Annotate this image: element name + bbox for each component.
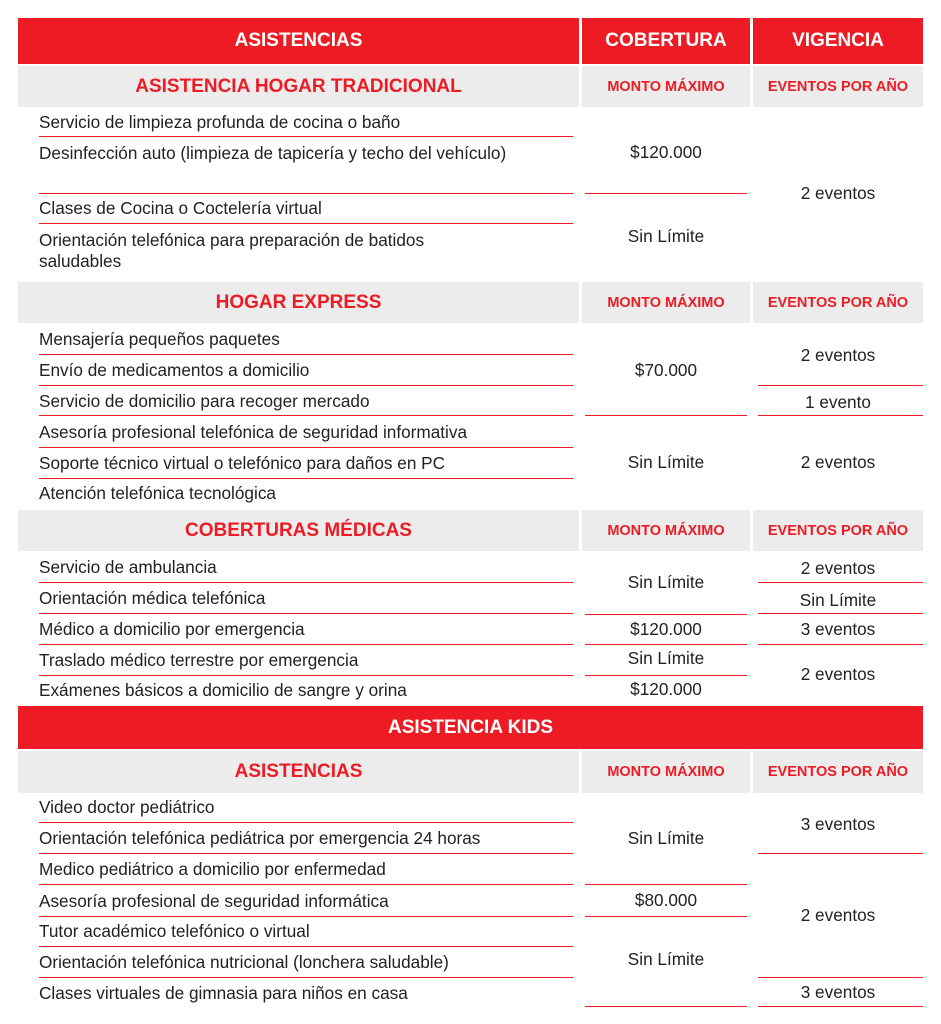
coverage-value: Sin Límite bbox=[627, 225, 705, 246]
row-divider bbox=[39, 193, 573, 194]
row-divider bbox=[39, 822, 573, 823]
coverage-value: $120.000 bbox=[630, 141, 702, 162]
section-title: HOGAR EXPRESS bbox=[215, 291, 382, 313]
list-item: Envío de medicamentos a domicilio bbox=[39, 360, 310, 380]
row-divider bbox=[39, 385, 573, 386]
list-item: Médico a domicilio por emergencia bbox=[39, 619, 305, 639]
list-item: Asesoría profesional de seguridad informática bbox=[39, 891, 389, 911]
cell-divider bbox=[758, 644, 923, 645]
validity-value: 1 evento bbox=[805, 391, 871, 412]
list-item: Mensajería pequeños paquetes bbox=[39, 329, 280, 349]
list-item: Desinfección auto (limpieza de tapicería y techo del vehículo) bbox=[39, 143, 507, 163]
coverage-value: $120.000 bbox=[630, 618, 702, 639]
list-item: Servicio de ambulancia bbox=[39, 557, 217, 577]
coverage-value: Sin Límite bbox=[627, 948, 705, 969]
list-item: Clases de Cocina o Coctelería virtual bbox=[39, 198, 322, 218]
row-divider bbox=[39, 354, 573, 355]
cell-divider bbox=[585, 193, 747, 194]
validity-value: Sin Límite bbox=[799, 589, 877, 610]
list-item: Servicio de limpieza profunda de cocina o baño bbox=[39, 112, 401, 132]
section-col-eventos: EVENTOS POR AÑO bbox=[767, 522, 909, 539]
section-col-monto: MONTO MÁXIMO bbox=[607, 78, 725, 95]
row-divider bbox=[39, 415, 573, 416]
header-col-asistencias: ASISTENCIAS bbox=[18, 18, 579, 64]
list-item: Clases virtuales de gimnasia para niños en casa bbox=[39, 983, 408, 1003]
section-col-eventos: EVENTOS POR AÑO bbox=[767, 764, 909, 780]
cell-divider bbox=[758, 613, 923, 614]
cell-divider bbox=[758, 977, 923, 978]
section-title: ASISTENCIAS bbox=[234, 761, 363, 782]
list-item: Orientación telefónica para preparación de batidos saludables bbox=[39, 230, 425, 271]
cell-divider bbox=[585, 884, 747, 885]
list-item: Soporte técnico virtual o telefónico para daños en PC bbox=[39, 453, 446, 473]
validity-value: 3 eventos bbox=[800, 618, 876, 639]
list-item: Traslado médico terrestre por emergencia bbox=[39, 650, 359, 670]
validity-value: 3 eventos bbox=[800, 981, 876, 1002]
list-item: Orientación médica telefónica bbox=[39, 588, 266, 608]
kids-banner: ASISTENCIA KIDS bbox=[18, 706, 923, 749]
list-item: Medico pediátrico a domicilio por enfermedad bbox=[39, 859, 386, 879]
list-item: Tutor académico telefónico o virtual bbox=[39, 921, 310, 941]
cell-divider bbox=[585, 614, 747, 615]
validity-value: 2 eventos bbox=[800, 344, 876, 365]
header-col-vigencia: VIGENCIA bbox=[753, 18, 923, 64]
cell-divider bbox=[758, 415, 923, 416]
row-divider bbox=[39, 613, 573, 614]
cell-divider bbox=[758, 1006, 923, 1007]
cell-divider bbox=[758, 582, 923, 583]
section-title: COBERTURAS MÉDICAS bbox=[185, 519, 412, 541]
list-item: Video doctor pediátrico bbox=[39, 797, 215, 817]
validity-value: 2 eventos bbox=[800, 663, 876, 684]
section-col-monto: MONTO MÁXIMO bbox=[607, 294, 725, 311]
section-col-eventos: EVENTOS POR AÑO bbox=[767, 294, 909, 311]
row-divider bbox=[39, 447, 573, 448]
validity-value: 3 eventos bbox=[800, 813, 876, 834]
row-divider bbox=[39, 644, 573, 645]
coverage-value: $120.000 bbox=[630, 678, 702, 699]
cell-divider bbox=[758, 385, 923, 386]
validity-value: 2 eventos bbox=[800, 904, 876, 925]
list-item: Orientación telefónica nutricional (lonchera saludable) bbox=[39, 952, 449, 972]
section-col-monto: MONTO MÁXIMO bbox=[607, 764, 725, 780]
validity-value: 2 eventos bbox=[800, 557, 876, 578]
row-divider bbox=[39, 853, 573, 854]
row-divider bbox=[39, 223, 573, 224]
row-divider bbox=[39, 916, 573, 917]
row-divider bbox=[39, 136, 573, 137]
list-item: Atención telefónica tecnológica bbox=[39, 483, 276, 503]
section-col-monto: MONTO MÁXIMO bbox=[607, 522, 725, 539]
validity-value: 2 eventos bbox=[800, 182, 876, 203]
row-divider bbox=[39, 977, 573, 978]
coverage-value: Sin Límite bbox=[627, 571, 705, 592]
section-title: ASISTENCIA HOGAR TRADICIONAL bbox=[135, 75, 462, 97]
cell-divider bbox=[585, 644, 747, 645]
row-divider bbox=[39, 884, 573, 885]
cell-divider bbox=[585, 916, 747, 917]
section-col-eventos: EVENTOS POR AÑO bbox=[767, 78, 909, 95]
cell-divider bbox=[758, 853, 923, 854]
row-divider bbox=[39, 675, 573, 676]
coverage-value: $70.000 bbox=[634, 359, 698, 380]
row-divider bbox=[39, 582, 573, 583]
list-item: Orientación telefónica pediátrica por emergencia 24 horas bbox=[39, 828, 481, 848]
header-col-cobertura: COBERTURA bbox=[582, 18, 750, 64]
list-item: Servicio de domicilio para recoger mercado bbox=[39, 391, 370, 411]
row-divider bbox=[39, 478, 573, 479]
coverage-value: Sin Límite bbox=[627, 827, 705, 848]
list-item: Exámenes básicos a domicilio de sangre y orina bbox=[39, 680, 407, 700]
cell-divider bbox=[585, 675, 747, 676]
list-item: Asesoría profesional telefónica de seguridad informativa bbox=[39, 422, 468, 442]
coverage-value: $80.000 bbox=[634, 889, 698, 910]
coverage-value: Sin Límite bbox=[627, 647, 705, 668]
row-divider bbox=[39, 946, 573, 947]
coverage-value: Sin Límite bbox=[627, 451, 705, 472]
validity-value: 2 eventos bbox=[800, 451, 876, 472]
cell-divider bbox=[585, 415, 747, 416]
cell-divider bbox=[585, 1006, 747, 1007]
